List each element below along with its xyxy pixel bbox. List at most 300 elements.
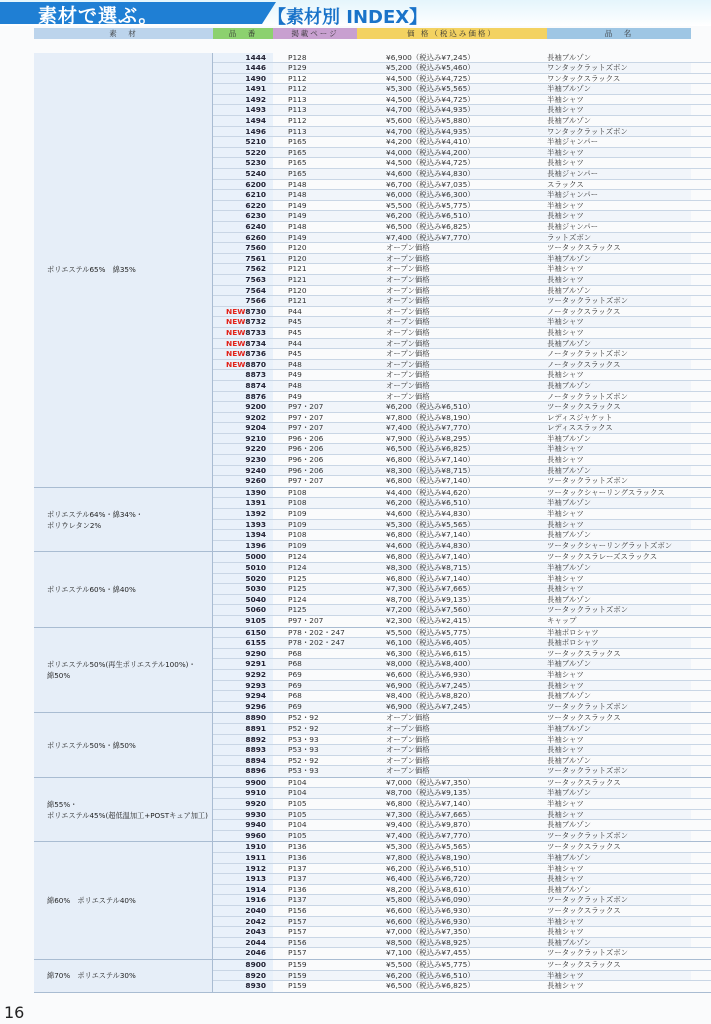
- product-number-cell: [213, 574, 273, 584]
- product-number-cell: [213, 455, 273, 465]
- table-row: [213, 190, 711, 201]
- product-number: 9291: [245, 659, 266, 669]
- page-cell: P48: [273, 381, 357, 391]
- product-number-cell: [213, 180, 273, 190]
- table-row: [213, 659, 711, 670]
- product-name-cell: 長袖ブルゾン: [547, 884, 592, 894]
- price-cell: ¥7,300（税込み¥7,665）: [357, 810, 547, 820]
- price-cell: ¥8,300（税込み¥8,715）: [357, 563, 547, 573]
- price-cell: オープン価格: [357, 724, 547, 734]
- price-cell: オープン価格: [357, 317, 547, 327]
- product-name-cell: 半袖シャツ: [547, 317, 691, 327]
- product-number: 8900: [245, 959, 266, 969]
- table-row: [213, 702, 711, 713]
- table-row: [213, 63, 711, 74]
- product-number: 1912: [245, 863, 266, 873]
- product-name-cell: 半袖ポロシャツ: [547, 627, 599, 637]
- product-name-cell: 半袖シャツ: [547, 264, 584, 274]
- page-cell: P45: [273, 317, 357, 327]
- page-cell: P104: [288, 777, 307, 787]
- table-row: [213, 402, 711, 413]
- page-cell: P136: [288, 884, 307, 894]
- table-row: [213, 286, 711, 297]
- price-cell: ¥8,400（税込み¥8,820）: [386, 691, 475, 701]
- price-cell: ¥4,500（税込み¥4,725）: [386, 94, 475, 104]
- product-number: 2046: [245, 948, 266, 958]
- product-number-cell: [213, 552, 273, 562]
- product-number-cell: [213, 917, 273, 927]
- product-number-cell: [213, 95, 273, 105]
- material-group: [34, 552, 711, 627]
- price-cell: オープン価格: [386, 243, 430, 253]
- page-cell: P148: [288, 222, 307, 231]
- product-number: 2040: [245, 906, 266, 915]
- price-cell: ¥5,300（税込み¥5,565）: [357, 84, 547, 94]
- product-name-cell: ツータックラットズボン: [547, 702, 691, 713]
- table-row: [213, 254, 711, 265]
- product-name-cell: ツータックスラックス: [547, 906, 621, 915]
- product-number: 6150: [245, 627, 266, 637]
- table-row: [213, 413, 711, 424]
- product-name-cell: ワンタックスラックス: [547, 73, 621, 83]
- product-name-cell: 長袖シャツ: [547, 874, 691, 884]
- material-text: ポリエステル50%(再生ポリエステル100%)・ 綿50%: [47, 659, 196, 680]
- price-cell: ¥6,800（税込み¥7,140）: [386, 552, 475, 562]
- table-row: [213, 434, 711, 445]
- page-cell: P124: [288, 594, 307, 604]
- table-row: [213, 552, 711, 563]
- material-group: [34, 842, 711, 960]
- product-number-cell: [213, 831, 273, 842]
- product-number-cell: [213, 84, 273, 94]
- product-number-cell: [213, 981, 273, 992]
- price-cell: ¥5,200（税込み¥5,460）: [357, 63, 547, 73]
- table-row: [213, 766, 711, 777]
- price-cell: ¥6,200（税込み¥6,510）: [357, 402, 547, 412]
- table-row: [213, 530, 711, 541]
- product-name-cell: 半袖ブルゾン: [547, 498, 691, 508]
- table-row: [213, 476, 711, 487]
- product-name-cell: ツータックスラックス: [547, 648, 621, 658]
- product-name-cell: ツータックラットズボン: [547, 296, 691, 306]
- page-cell: P113: [288, 94, 307, 104]
- price-cell: ¥6,500（税込み¥6,825）: [386, 222, 475, 231]
- product-number: 8874: [245, 380, 266, 390]
- product-number-cell: [213, 530, 273, 540]
- product-number-cell: [213, 616, 273, 627]
- product-name-cell: ツータックスラックス: [547, 243, 621, 253]
- page-cell: P113: [273, 105, 357, 115]
- table-row: [213, 180, 711, 191]
- product-number: 1392: [245, 509, 266, 519]
- product-number: 8873: [245, 370, 266, 380]
- price-cell: オープン価格: [357, 360, 547, 370]
- product-number: 8733: [245, 327, 266, 337]
- table-row: [213, 756, 711, 767]
- product-name-cell: ツータックラットズボン: [547, 766, 691, 777]
- product-number: 7566: [245, 296, 266, 306]
- table-row: [213, 563, 711, 574]
- product-name-cell: 長袖ブルゾン: [547, 691, 592, 701]
- product-number-cell: [213, 137, 273, 147]
- page-cell: P137: [288, 863, 307, 873]
- page-cell: P97・207: [288, 615, 324, 625]
- product-number: 8920: [245, 970, 266, 980]
- page-header: [0, 0, 711, 26]
- page-cell: P157: [288, 927, 307, 937]
- product-name-cell: 長袖シャツ: [547, 681, 691, 691]
- page-cell: P68: [288, 648, 302, 658]
- page-cell: P112: [273, 84, 357, 94]
- price-cell: ¥6,800（税込み¥7,140）: [386, 455, 475, 465]
- product-name-cell: 半袖ジャンパー: [547, 137, 599, 147]
- page-cell: P97・207: [288, 476, 324, 486]
- product-number-cell: [213, 842, 273, 852]
- product-number: 5040: [245, 594, 266, 604]
- page-cell: P69: [288, 669, 302, 679]
- product-name-cell: ツータックスラックス: [547, 842, 621, 852]
- price-cell: ¥7,100（税込み¥7,455）: [386, 948, 475, 958]
- product-name-cell: ノータックラットズボン: [547, 391, 628, 401]
- product-name-cell: 半袖シャツ: [547, 734, 584, 744]
- product-name-cell: 半袖シャツ: [547, 863, 584, 873]
- product-number: 9202: [245, 412, 266, 422]
- page-cell: P96・206: [273, 466, 357, 476]
- table-row: [213, 264, 711, 275]
- new-badge: NEW: [226, 306, 246, 316]
- product-number-cell: [213, 402, 273, 412]
- price-cell: ¥2,300（税込み¥2,415）: [386, 615, 475, 625]
- product-number: 7561: [245, 253, 266, 263]
- price-cell: ¥8,200（税込み¥8,610）: [386, 884, 475, 894]
- product-number: 9292: [245, 669, 266, 679]
- page-cell: P136: [288, 842, 307, 852]
- product-name-cell: 長袖シャツ: [547, 105, 691, 115]
- product-number: 7563: [245, 274, 266, 284]
- product-number: 8893: [245, 745, 266, 755]
- product-number: 6155: [245, 638, 266, 648]
- product-number-cell: [213, 938, 273, 948]
- product-number-cell: [213, 328, 273, 338]
- new-badge: NEW: [226, 327, 246, 337]
- page-cell: P136: [273, 853, 357, 863]
- price-cell: ¥7,000（税込み¥7,350）: [386, 927, 475, 937]
- table-row: [213, 370, 711, 381]
- product-number: 6210: [245, 190, 266, 200]
- product-number-cell: [213, 370, 273, 380]
- table-row: [213, 211, 711, 222]
- price-cell: ¥6,100（税込み¥6,405）: [357, 638, 547, 648]
- product-name-cell: 半袖シャツ: [547, 200, 584, 210]
- price-cell: ¥4,000（税込み¥4,200）: [357, 148, 547, 158]
- price-cell: オープン価格: [386, 264, 430, 274]
- table-row: [213, 948, 711, 959]
- table-row: [213, 307, 711, 318]
- price-cell: ¥7,400（税込み¥7,770）: [357, 831, 547, 842]
- product-name-cell: ツータックラットズボン: [547, 476, 629, 486]
- product-number: 1494: [245, 116, 266, 126]
- product-name-cell: 半袖ブルゾン: [547, 788, 691, 798]
- product-number-cell: [213, 190, 273, 200]
- product-number-cell: [213, 317, 273, 327]
- price-cell: ¥4,200（税込み¥4,410）: [386, 137, 475, 147]
- product-number-cell: [213, 222, 273, 232]
- page-cell: P125: [273, 605, 357, 615]
- product-name-cell: 半袖シャツ: [547, 94, 584, 104]
- price-cell: オープン価格: [386, 306, 430, 316]
- product-number: 5060: [245, 605, 266, 615]
- table-row: [213, 971, 711, 982]
- product-number: 1493: [245, 105, 266, 115]
- product-number: 5010: [245, 563, 266, 572]
- price-cell: ¥7,900（税込み¥8,295）: [386, 433, 475, 443]
- page-cell: P124: [288, 552, 307, 562]
- price-cell: オープン価格: [386, 327, 430, 337]
- page-cell: P165: [288, 137, 307, 147]
- product-number-cell: [213, 756, 273, 766]
- material-text: 綿60% ポリエステル40%: [47, 896, 136, 906]
- page-cell: P78・202・247: [273, 638, 357, 648]
- column-header-product-number: 品 番: [213, 28, 273, 39]
- price-cell: オープン価格: [357, 745, 547, 755]
- product-number-cell: [213, 509, 273, 519]
- product-name-cell: 半袖ブルゾン: [547, 254, 691, 264]
- table-row: [213, 541, 711, 552]
- page-cell: P128: [288, 52, 307, 62]
- product-name-cell: 長袖ブルゾン: [547, 820, 592, 830]
- product-name-cell: 長袖ブルゾン: [547, 285, 592, 295]
- price-cell: オープン価格: [386, 285, 430, 295]
- page-cell: P69: [273, 681, 357, 691]
- table-row: [213, 201, 711, 212]
- product-name-cell: ワンタックラットズボン: [547, 127, 691, 137]
- page-cell: P121: [273, 275, 357, 285]
- page-cell: P105: [273, 831, 357, 842]
- table-row: [213, 895, 711, 906]
- page-cell: P44: [273, 339, 357, 349]
- table-row: [213, 233, 711, 244]
- price-cell: オープン価格: [386, 713, 430, 723]
- material-group: [34, 53, 711, 488]
- product-number-cell: [213, 595, 273, 605]
- price-cell: オープン価格: [357, 296, 547, 306]
- product-number: 8891: [245, 723, 266, 733]
- table-row: [213, 498, 711, 509]
- table-row: [213, 960, 711, 971]
- material-text: ポリエステル64%・綿34%・ ポリウレタン2%: [47, 509, 143, 530]
- product-number-cell: [213, 810, 273, 820]
- page-cell: P53・93: [273, 766, 357, 777]
- price-cell: ¥7,000（税込み¥7,350）: [386, 777, 475, 787]
- page-cell: P68: [288, 691, 302, 701]
- price-cell: ¥4,600（税込み¥4,830）: [357, 169, 547, 179]
- price-cell: ¥6,900（税込み¥7,245）: [357, 681, 547, 691]
- product-number: 5020: [245, 573, 266, 583]
- product-number-cell: [213, 360, 273, 370]
- product-name-cell: 長袖ブルゾン: [547, 594, 592, 604]
- product-number: 1444: [245, 52, 266, 62]
- page-cell: P97・207: [273, 423, 357, 433]
- product-number: 6200: [245, 179, 266, 189]
- product-number-cell: [213, 778, 273, 788]
- price-cell: ¥4,700（税込み¥4,935）: [357, 105, 547, 115]
- product-number: 1490: [245, 73, 266, 83]
- product-number: 2043: [245, 927, 266, 937]
- page-cell: P96・206: [288, 455, 324, 465]
- product-number: 7562: [245, 264, 266, 274]
- product-number-cell: [213, 105, 273, 115]
- table-row: [213, 222, 711, 233]
- product-number: 1391: [245, 498, 266, 508]
- price-cell: ¥6,600（税込み¥6,930）: [386, 906, 475, 915]
- product-name-cell: 長袖ブルゾン: [547, 52, 592, 62]
- table-row: [213, 735, 711, 746]
- product-number-cell: [213, 584, 273, 594]
- page-cell: P159: [288, 959, 307, 969]
- product-number-cell: [213, 349, 273, 359]
- price-cell: ¥5,600（税込み¥5,880）: [386, 116, 475, 126]
- product-number-cell: [213, 148, 273, 158]
- product-number-cell: [213, 339, 273, 349]
- material-text: 綿55%・ ポリエステル45%(超低温加工+POSTキュア加工): [47, 799, 208, 820]
- price-cell: オープン価格: [386, 734, 430, 744]
- page-cell: P125: [288, 573, 307, 583]
- product-number-cell: [213, 476, 273, 487]
- product-number: 7560: [245, 243, 266, 253]
- page-cell: P156: [288, 906, 307, 915]
- product-number: 1394: [245, 530, 266, 540]
- price-cell: ¥8,500（税込み¥8,925）: [357, 938, 547, 948]
- price-cell: オープン価格: [357, 339, 547, 349]
- price-cell: ¥4,500（税込み¥4,725）: [386, 158, 475, 168]
- product-name-cell: 半袖ブルゾン: [547, 724, 691, 734]
- page-cell: P78・202・247: [288, 627, 345, 637]
- product-number-cell: [213, 264, 273, 274]
- product-name-cell: 長袖ポロシャツ: [547, 638, 691, 648]
- price-cell: ¥6,800（税込み¥7,140）: [386, 799, 475, 809]
- product-name-cell: 半袖ジャンパー: [547, 190, 691, 200]
- price-cell: ¥7,800（税込み¥8,190）: [357, 853, 547, 863]
- page-cell: P68: [273, 659, 357, 669]
- table-row: [213, 595, 711, 606]
- product-number-cell: [213, 53, 273, 63]
- table-row: [213, 778, 711, 789]
- table-row: [213, 392, 711, 403]
- new-badge: NEW: [226, 338, 246, 348]
- product-name-cell: 半袖ブルゾン: [547, 853, 691, 863]
- material-text: 綿70% ポリエステル30%: [47, 971, 136, 981]
- product-number-cell: [213, 670, 273, 680]
- table-row: [213, 649, 711, 660]
- product-number-cell: [213, 423, 273, 433]
- product-name-cell: 長袖シャツ: [547, 370, 584, 380]
- page-cell: P165: [273, 169, 357, 179]
- material-label: [34, 778, 213, 842]
- page-cell: P159: [288, 981, 307, 991]
- product-number-cell: [213, 906, 273, 916]
- product-number-cell: [213, 735, 273, 745]
- page-number: 16: [4, 1003, 25, 1022]
- price-cell: オープン価格: [386, 370, 430, 380]
- product-name-cell: 半袖ブルゾン: [547, 563, 691, 573]
- product-number: 9204: [245, 423, 266, 433]
- product-number-cell: [213, 702, 273, 713]
- page-cell: P149: [273, 233, 357, 243]
- price-cell: ¥6,200（税込み¥6,510）: [357, 211, 547, 221]
- product-number-cell: [213, 254, 273, 264]
- product-number-cell: [213, 649, 273, 659]
- material-text: ポリエステル65% 綿35%: [47, 265, 136, 275]
- new-badge: NEW: [226, 359, 246, 369]
- product-number: 9930: [245, 809, 266, 819]
- product-number-cell: [213, 296, 273, 306]
- product-number-cell: [213, 895, 273, 905]
- product-number: 1911: [245, 853, 266, 863]
- product-number-cell: [213, 885, 273, 895]
- product-number-cell: [213, 286, 273, 296]
- price-cell: ¥7,800（税込み¥8,190）: [386, 412, 475, 422]
- product-number-cell: [213, 853, 273, 863]
- product-number: 1910: [245, 842, 266, 852]
- product-number: 8876: [245, 391, 266, 401]
- table-row: [213, 681, 711, 692]
- table-row: [213, 788, 711, 799]
- product-name-cell: 長袖ブルゾン: [547, 339, 691, 349]
- product-name-cell: ツータックスラックス: [547, 402, 691, 412]
- product-name-cell: 長袖ジャンパー: [547, 222, 599, 231]
- material-group: [34, 488, 711, 553]
- product-number-cell: [213, 243, 273, 253]
- page-cell: P69: [273, 702, 357, 713]
- price-cell: ¥7,200（税込み¥7,560）: [357, 605, 547, 615]
- product-number: 8732: [245, 317, 266, 327]
- table-row: [213, 820, 711, 831]
- price-cell: オープン価格: [357, 254, 547, 264]
- price-cell: ¥8,300（税込み¥8,715）: [357, 466, 547, 476]
- product-number-cell: [213, 713, 273, 723]
- price-cell: ¥4,700（税込み¥4,935）: [357, 127, 547, 137]
- page-cell: P121: [273, 296, 357, 306]
- product-name-cell: レディススラックス: [547, 423, 691, 433]
- page-cell: P52・92: [288, 755, 319, 765]
- price-cell: ¥8,700（税込み¥9,135）: [386, 594, 475, 604]
- product-number: 9260: [245, 476, 266, 486]
- product-name-cell: スラックス: [547, 179, 584, 189]
- product-number: 6240: [245, 222, 266, 231]
- table-row: [213, 444, 711, 455]
- price-cell: オープン価格: [357, 381, 547, 391]
- product-name-cell: ツータックスラックス: [547, 713, 621, 723]
- page-cell: P52・92: [288, 713, 319, 723]
- page-cell: P165: [288, 158, 307, 168]
- product-name-cell: 長袖ブルゾン: [547, 755, 592, 765]
- price-cell: ¥6,200（税込み¥6,510）: [357, 498, 547, 508]
- product-name-cell: ワンタックラットズボン: [547, 63, 691, 73]
- page-cell: P108: [288, 487, 307, 497]
- table-row: [213, 423, 711, 434]
- product-number: 9200: [245, 402, 266, 412]
- product-name-cell: ツータックスラックス: [547, 959, 621, 969]
- product-number: 1446: [245, 63, 266, 73]
- product-name-cell: 長袖シャツ: [547, 745, 691, 755]
- price-cell: ¥6,800（税込み¥7,140）: [386, 530, 475, 540]
- page-title: 素材で選ぶ。: [38, 5, 159, 27]
- page-cell: P149: [288, 200, 307, 210]
- table-row: [213, 296, 711, 307]
- product-name-cell: 長袖シャツ: [547, 455, 584, 465]
- product-name-cell: 半袖ブルゾン: [547, 659, 691, 669]
- price-cell: ¥6,000（税込み¥6,300）: [357, 190, 547, 200]
